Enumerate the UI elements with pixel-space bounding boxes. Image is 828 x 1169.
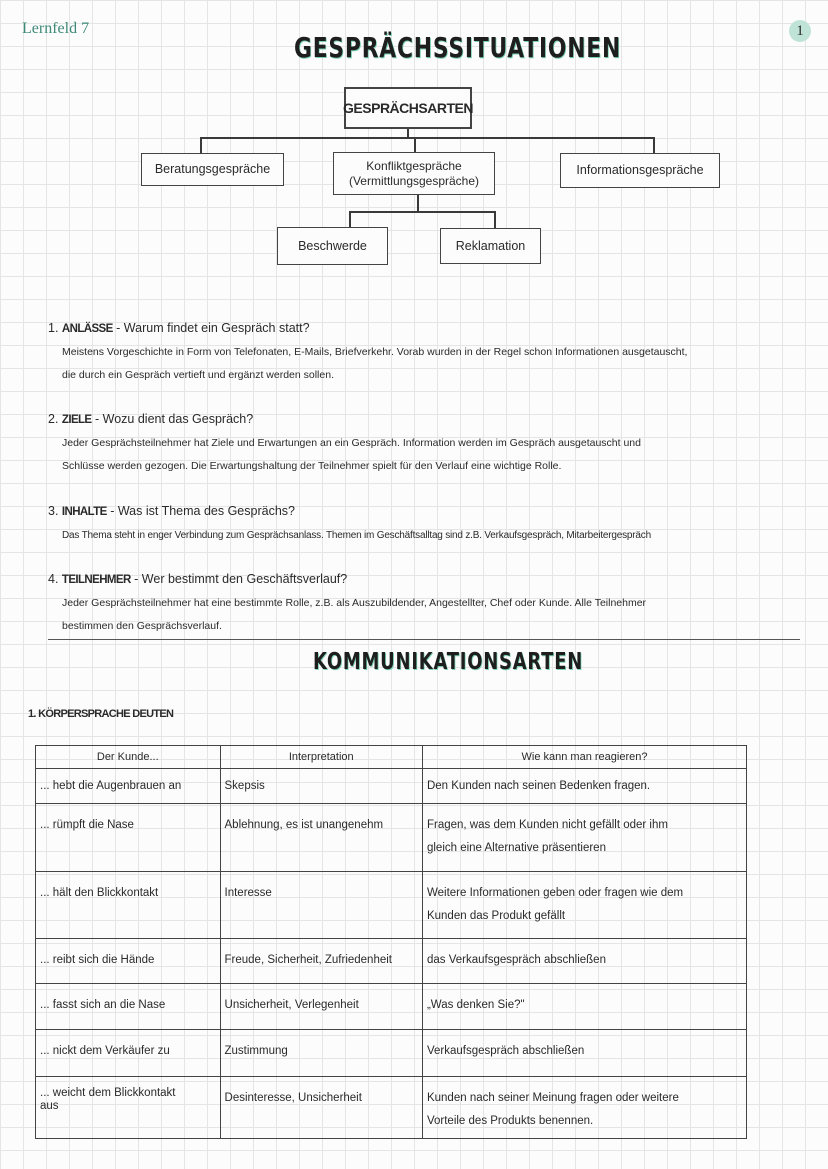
table-header-row	[36, 746, 747, 769]
table-cell	[36, 984, 221, 1030]
list-item	[48, 317, 828, 387]
diagram-box-konflikt	[333, 152, 495, 195]
table-row	[36, 1077, 747, 1139]
item-keyword: ANLÄSSE	[61, 323, 113, 335]
table-cell	[220, 769, 422, 804]
cell-text: Kunden nach seiner Meinung fragen oder weitere	[426, 1092, 679, 1104]
table-row	[36, 769, 747, 804]
item-number: 2.	[48, 412, 59, 426]
item-line: Schlüsse werden gezogen. Die Erwartungshaltung der Teilnehmer spielt für den Verlauf eine wichtige Rolle.	[62, 460, 562, 472]
item-body	[48, 432, 828, 478]
table-cell	[422, 872, 746, 939]
page-title: GESPRÄCHSSITUATIONEN	[294, 31, 622, 64]
cell-text: „Was denken Sie?"	[426, 999, 525, 1011]
page-number-badge: 1	[789, 20, 811, 42]
item-number: 4.	[48, 572, 59, 586]
item-keyword: ZIELE	[61, 414, 92, 426]
diagram-box-information: Informationsgespräche	[560, 153, 720, 188]
cell-text: das Verkaufsgespräch abschließen	[426, 954, 606, 966]
section-divider	[48, 639, 800, 640]
cell-text: Unsicherheit, Verlegenheit	[224, 999, 359, 1011]
section-title: KOMMUNIKATIONSARTEN	[313, 649, 584, 675]
table-cell	[220, 939, 422, 984]
diagram-box-reklamation: Reklamation	[440, 228, 541, 264]
table-cell	[36, 1030, 221, 1077]
section-subtitle: 1. KÖRPERSPRACHE DEUTEN	[28, 708, 174, 720]
item-line: Jeder Gesprächsteilnehmer hat Ziele und Erwartungen an ein Gespräch. Information werden im Gespräch ausgetauscht und	[62, 437, 641, 449]
item-question: - Was ist Thema des Gesprächs?	[110, 504, 295, 518]
list-item	[48, 408, 828, 478]
table-cell	[422, 1077, 746, 1139]
cell-text: Den Kunden nach seinen Bedenken fragen.	[426, 780, 651, 792]
item-keyword: TEILNEHMER	[61, 574, 131, 586]
cell-text: ... nickt dem Verkäufer zu	[40, 1045, 170, 1057]
diagram-box-konflikt-line2: (Vermittlungsgespräche)	[348, 173, 480, 188]
cell-text: aus	[40, 1100, 59, 1112]
item-number: 1.	[48, 321, 59, 335]
item-line: bestimmen den Gesprächsverlauf.	[62, 620, 222, 632]
cell-text: ... hebt die Augenbrauen an	[40, 780, 182, 792]
table-cell	[422, 939, 746, 984]
table-row	[36, 939, 747, 984]
cell-text: Weitere Informationen geben oder fragen wie dem	[426, 887, 684, 899]
list-item	[48, 500, 828, 547]
table-cell	[220, 872, 422, 939]
column-header: Der Kunde...	[36, 746, 221, 769]
table-body	[36, 769, 747, 1139]
item-line: Das Thema steht in enger Verbindung zum Gesprächsanlass. Themen im Geschäftsalltag sind z.B. Verkaufsgespräch, Mitarbeitergespräch	[62, 530, 651, 541]
diagram-box-beschwerde: Beschwerde	[277, 227, 388, 265]
connector-line	[349, 211, 351, 227]
cell-text: ... hält den Blickkontakt	[40, 887, 159, 899]
body-language-table	[35, 745, 747, 1139]
cell-text: Verkaufsgespräch abschließen	[426, 1045, 585, 1057]
cell-text: Fragen, was dem Kunden nicht gefällt oder ihm	[426, 819, 668, 831]
table-cell	[220, 1030, 422, 1077]
table-cell	[36, 1077, 221, 1139]
cell-text: ... fasst sich an die Nase	[40, 999, 166, 1011]
table-cell	[220, 984, 422, 1030]
table-cell	[36, 804, 221, 872]
cell-text: Interesse	[224, 887, 272, 899]
item-question: - Wozu dient das Gespräch?	[95, 412, 254, 426]
item-body	[48, 524, 828, 547]
table-cell	[220, 1077, 422, 1139]
table-cell	[220, 804, 422, 872]
item-question: - Wer bestimmt den Geschäftsverlauf?	[134, 572, 348, 586]
connector-line	[349, 211, 495, 213]
connector-line	[414, 137, 416, 152]
cell-text: Ablehnung, es ist unangenehm	[224, 819, 384, 831]
cell-text: Desinteresse, Unsicherheit	[224, 1092, 362, 1104]
subject-label: Lernfeld 7	[22, 20, 90, 37]
table-row	[36, 872, 747, 939]
item-line: die durch ein Gespräch vertieft und ergänzt werden sollen.	[62, 369, 334, 381]
table-cell	[422, 769, 746, 804]
column-header: Wie kann man reagieren?	[422, 746, 746, 769]
diagram-box-konflikt-line1: Konfliktgespräche	[366, 158, 462, 173]
table-cell	[422, 1030, 746, 1077]
table-row	[36, 984, 747, 1030]
table-cell	[36, 769, 221, 804]
cell-text: ... rümpft die Nase	[40, 819, 134, 831]
item-keyword: INHALTE	[61, 506, 107, 518]
cell-text: ... weicht dem Blickkontakt	[40, 1087, 176, 1099]
cell-text: Skepsis	[224, 780, 265, 792]
table-row	[36, 1030, 747, 1077]
diagram-root-box: GESPRÄCHSARTEN	[344, 87, 472, 129]
cell-text: Kunden das Produkt gefällt	[426, 910, 566, 922]
item-line: Meistens Vorgeschichte in Form von Telefonaten, E-Mails, Briefverkehr. Vorab wurden in der Regel schon Informationen ausgetauscht,	[62, 346, 688, 358]
connector-line	[417, 195, 419, 212]
column-header: Interpretation	[220, 746, 422, 769]
connector-line	[200, 137, 202, 153]
list-item	[48, 568, 828, 638]
item-line: Jeder Gesprächsteilnehmer hat eine bestimmte Rolle, z.B. als Auszubildender, Angestellter, Chef oder Kunde. Alle Teilnehmer	[62, 597, 647, 609]
cell-text: ... reibt sich die Hände	[40, 954, 155, 966]
item-body	[48, 341, 828, 387]
connector-line	[653, 137, 655, 153]
cell-text: gleich eine Alternative präsentieren	[426, 842, 606, 854]
cell-text: Freude, Sicherheit, Zufriedenheit	[224, 954, 392, 966]
cell-text: Zustimmung	[224, 1045, 288, 1057]
connector-line	[200, 137, 654, 139]
diagram-box-beratung: Beratungsgespräche	[141, 153, 284, 186]
table-cell	[422, 984, 746, 1030]
item-number: 3.	[48, 504, 59, 518]
table-cell	[36, 939, 221, 984]
item-body	[48, 592, 828, 638]
item-question: - Warum findet ein Gespräch statt?	[116, 321, 310, 335]
table-row	[36, 804, 747, 872]
table-cell	[36, 872, 221, 939]
connector-line	[494, 211, 496, 228]
table-cell	[422, 804, 746, 872]
cell-text: Vorteile des Produkts benennen.	[426, 1115, 594, 1127]
